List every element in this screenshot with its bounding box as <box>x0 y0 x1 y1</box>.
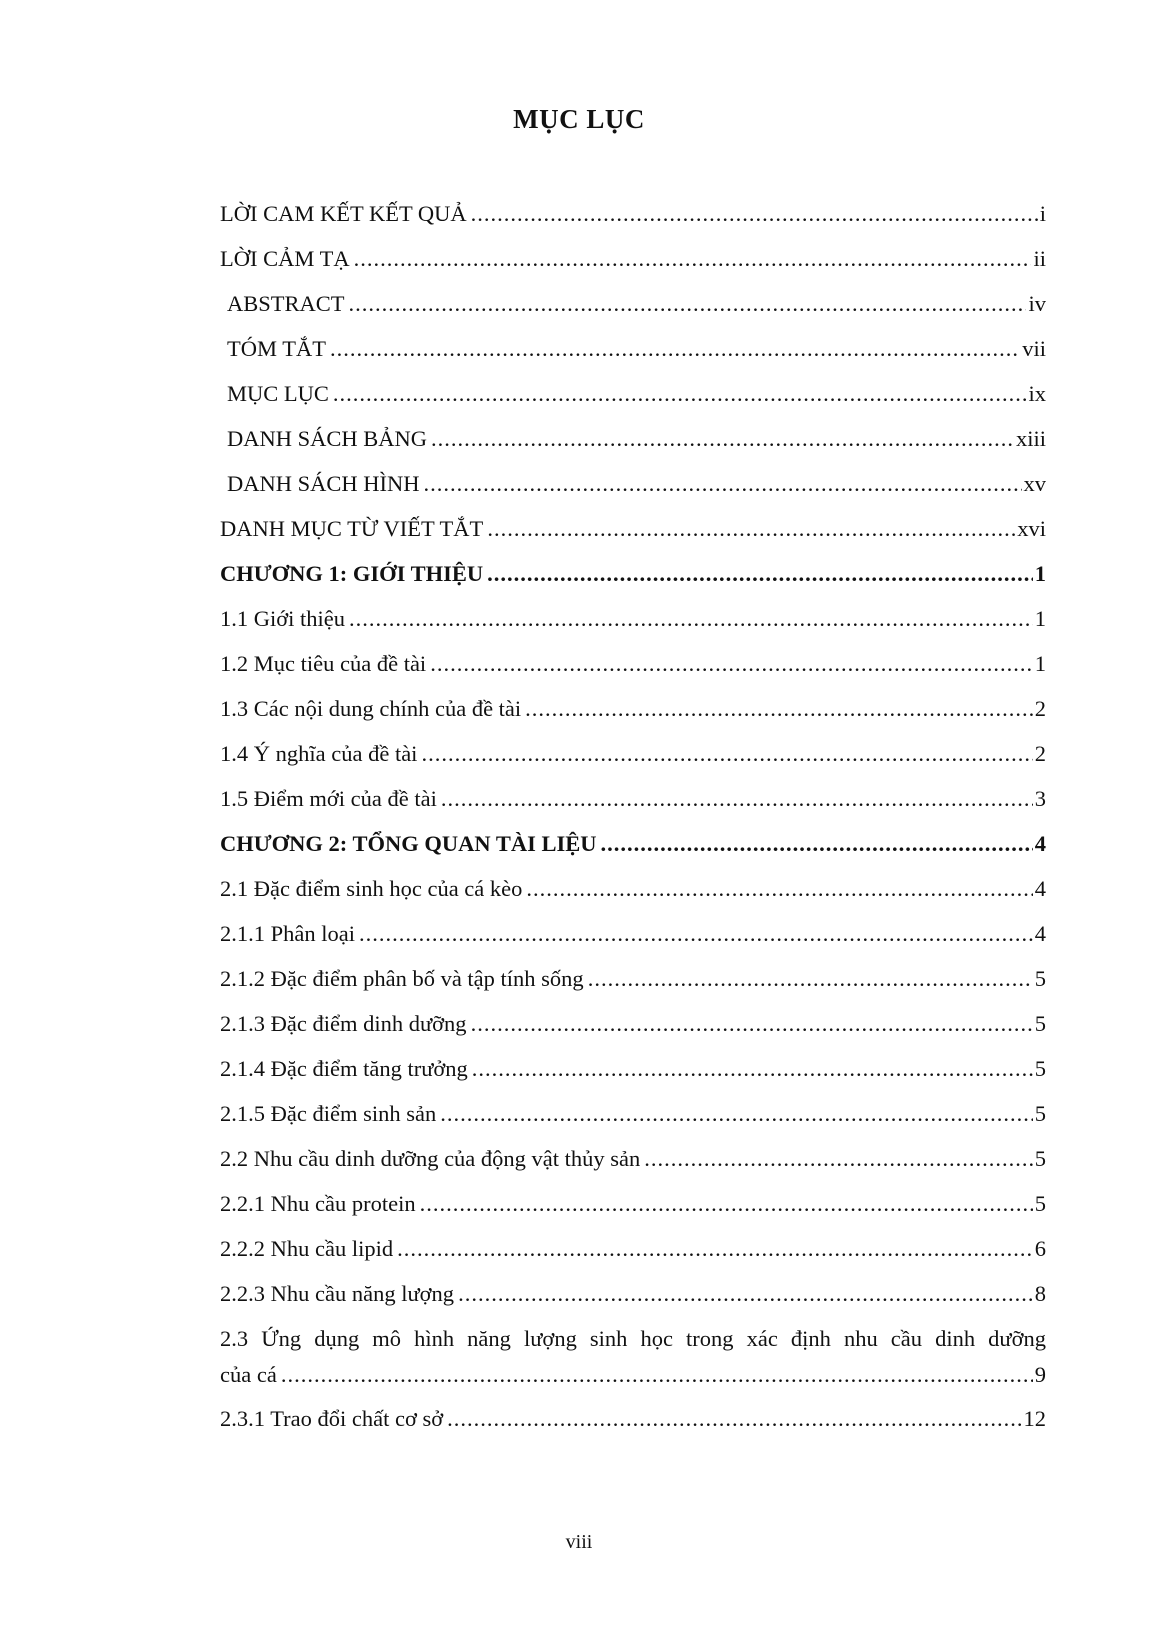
toc-entry-page: 1 <box>1034 651 1046 676</box>
toc-entry-page: 6 <box>1034 1236 1046 1261</box>
toc-entry[interactable] <box>220 1186 1046 1222</box>
leader-dots <box>458 1276 1033 1312</box>
leader-dots <box>349 601 1033 637</box>
toc-entry-label: 2.1.2 Đặc điểm phân bố và tập tính sống <box>220 966 584 991</box>
toc-entry[interactable] <box>220 241 1046 277</box>
toc-entry[interactable] <box>220 871 1046 907</box>
toc-entry-label: ABSTRACT <box>227 291 345 316</box>
toc-entry-label: DANH SÁCH BẢNG <box>227 426 428 451</box>
toc-entry-label: TÓM TẮT <box>227 336 326 361</box>
toc-entry-page: 1 <box>1034 606 1046 631</box>
toc-entry-label-line1: 2.3 Ứng dụng mô hình năng lượng sinh học trong xác định nhu cầu dinh dưỡng <box>220 1326 1046 1351</box>
footer-page-number: viii <box>565 1531 593 1553</box>
toc-entry-page: 5 <box>1034 1056 1046 1081</box>
toc-entry[interactable] <box>220 646 1046 682</box>
toc-entry-page: xiii <box>1015 426 1046 451</box>
toc-entry-page: 5 <box>1034 966 1046 991</box>
toc-entry-label: CHƯƠNG 2: TỔNG QUAN TÀI LIỆU <box>220 831 597 856</box>
toc-entry[interactable] <box>220 376 1046 412</box>
toc-entry[interactable] <box>220 781 1046 817</box>
toc-entry-label: 2.1.1 Phân loại <box>220 921 355 946</box>
leader-dots <box>471 1006 1033 1042</box>
leader-dots <box>424 466 1022 502</box>
leader-dots <box>447 1401 1021 1437</box>
toc-entry-label: 2.2 Nhu cầu dinh dưỡng của động vật thủy sản <box>220 1146 641 1171</box>
toc-entry-page: 4 <box>1034 831 1046 856</box>
leader-dots <box>601 826 1033 862</box>
leader-dots <box>421 736 1032 772</box>
toc-entry[interactable] <box>220 1276 1046 1312</box>
toc-entry-label: 2.2.3 Nhu cầu năng lượng <box>220 1281 455 1306</box>
toc-entry-page: xvi <box>1017 516 1046 541</box>
toc-entry[interactable] <box>220 1401 1046 1437</box>
toc-entry-label: 2.2.1 Nhu cầu protein <box>220 1191 416 1216</box>
toc-entry-page: xv <box>1023 471 1046 496</box>
toc-entry-page: ix <box>1028 381 1046 406</box>
toc-entry-page: 5 <box>1034 1146 1046 1171</box>
toc-entry-label: 2.1.5 Đặc điểm sinh sản <box>220 1101 437 1126</box>
toc-entry-label-line2: của cá <box>220 1362 277 1387</box>
toc-entry[interactable] <box>220 691 1046 727</box>
toc-entry[interactable] <box>220 466 1046 502</box>
toc-entry-label: 1.1 Giới thiệu <box>220 606 346 631</box>
toc-entry[interactable] <box>220 1006 1046 1042</box>
leader-dots <box>525 691 1033 727</box>
leader-dots <box>354 241 1032 277</box>
toc-entry-label: 2.2.2 Nhu cầu lipid <box>220 1236 394 1261</box>
toc-entry-label: 1.3 Các nội dung chính của đề tài <box>220 696 522 721</box>
toc-entry-label: 2.3.1 Trao đổi chất cơ sở <box>220 1406 444 1431</box>
toc-entry-page: iv <box>1028 291 1046 316</box>
toc-entry-label: 1.5 Điểm mới của đề tài <box>220 786 437 811</box>
toc-entry-page: 5 <box>1034 1191 1046 1216</box>
toc-entry-page: 1 <box>1034 561 1046 586</box>
toc-entry[interactable] <box>220 601 1046 637</box>
toc-entry-label: 2.1 Đặc điểm sinh học của cá kèo <box>220 876 523 901</box>
toc-entry-page: 2 <box>1034 696 1046 721</box>
leader-dots <box>644 1141 1032 1177</box>
leader-dots <box>441 781 1033 817</box>
toc-entry-page: 8 <box>1034 1281 1046 1306</box>
toc-entry-label: DANH MỤC TỪ VIẾT TẮT <box>220 516 484 541</box>
page-title: MỤC LỤC <box>513 104 645 134</box>
toc-chapter-entry[interactable] <box>220 556 1046 592</box>
leader-dots <box>487 556 1033 592</box>
toc-entry[interactable] <box>220 1141 1046 1177</box>
toc-entry-page: 12 <box>1023 1406 1046 1431</box>
toc-entry-page: vii <box>1022 336 1046 361</box>
toc-entry-page: i <box>1039 201 1046 226</box>
toc-entry-page: 2 <box>1034 741 1046 766</box>
toc-entry-label: 2.1.4 Đặc điểm tăng trưởng <box>220 1056 468 1081</box>
toc-entry-page: ii <box>1033 246 1046 271</box>
leader-dots <box>440 1096 1033 1132</box>
toc-entry-label: LỜI CAM KẾT KẾT QUẢ <box>220 201 467 226</box>
toc-entry[interactable] <box>220 916 1046 952</box>
toc-entry-page: 5 <box>1034 1101 1046 1126</box>
toc-entry[interactable] <box>220 1321 1046 1393</box>
toc-entry[interactable] <box>220 961 1046 997</box>
leader-dots <box>430 646 1033 682</box>
toc-entry-page: 5 <box>1034 1011 1046 1036</box>
toc-entry-label: 1.2 Mục tiêu của đề tài <box>220 651 427 676</box>
toc-entry-label: LỜI CẢM TẠ <box>220 246 350 271</box>
toc-entry[interactable] <box>220 1096 1046 1132</box>
toc-entry[interactable] <box>220 1051 1046 1087</box>
toc-entry[interactable] <box>220 196 1046 232</box>
toc-entry-label: MỤC LỤC <box>227 381 329 406</box>
toc-entry-label: DANH SÁCH HÌNH <box>227 471 420 496</box>
leader-dots <box>472 1051 1033 1087</box>
leader-dots <box>281 1357 1033 1393</box>
leader-dots <box>431 421 1014 457</box>
toc-entry[interactable] <box>220 421 1046 457</box>
leader-dots <box>420 1186 1033 1222</box>
leader-dots <box>588 961 1033 997</box>
leader-dots <box>487 511 1015 547</box>
leader-dots <box>471 196 1038 232</box>
toc-entry-label: 2.1.3 Đặc điểm dinh dưỡng <box>220 1011 467 1036</box>
leader-dots <box>397 1231 1033 1267</box>
toc-entry[interactable] <box>220 1231 1046 1267</box>
toc-entry-page: 4 <box>1034 921 1046 946</box>
toc-chapter-entry[interactable] <box>220 826 1046 862</box>
toc-entry[interactable] <box>220 286 1046 322</box>
leader-dots <box>333 376 1027 412</box>
toc-entry-page: 3 <box>1034 786 1046 811</box>
toc-entry-page: 4 <box>1034 876 1046 901</box>
leader-dots <box>359 916 1033 952</box>
toc-entry[interactable] <box>220 331 1046 367</box>
leader-dots <box>349 286 1027 322</box>
leader-dots <box>330 331 1020 367</box>
toc-entry-page: 9 <box>1034 1362 1046 1387</box>
leader-dots <box>526 871 1032 907</box>
toc-entry-label: CHƯƠNG 1: GIỚI THIỆU <box>220 561 484 586</box>
toc-entry-label: 1.4 Ý nghĩa của đề tài <box>220 741 418 766</box>
toc-entry[interactable] <box>220 511 1046 547</box>
toc-entry[interactable] <box>220 736 1046 772</box>
